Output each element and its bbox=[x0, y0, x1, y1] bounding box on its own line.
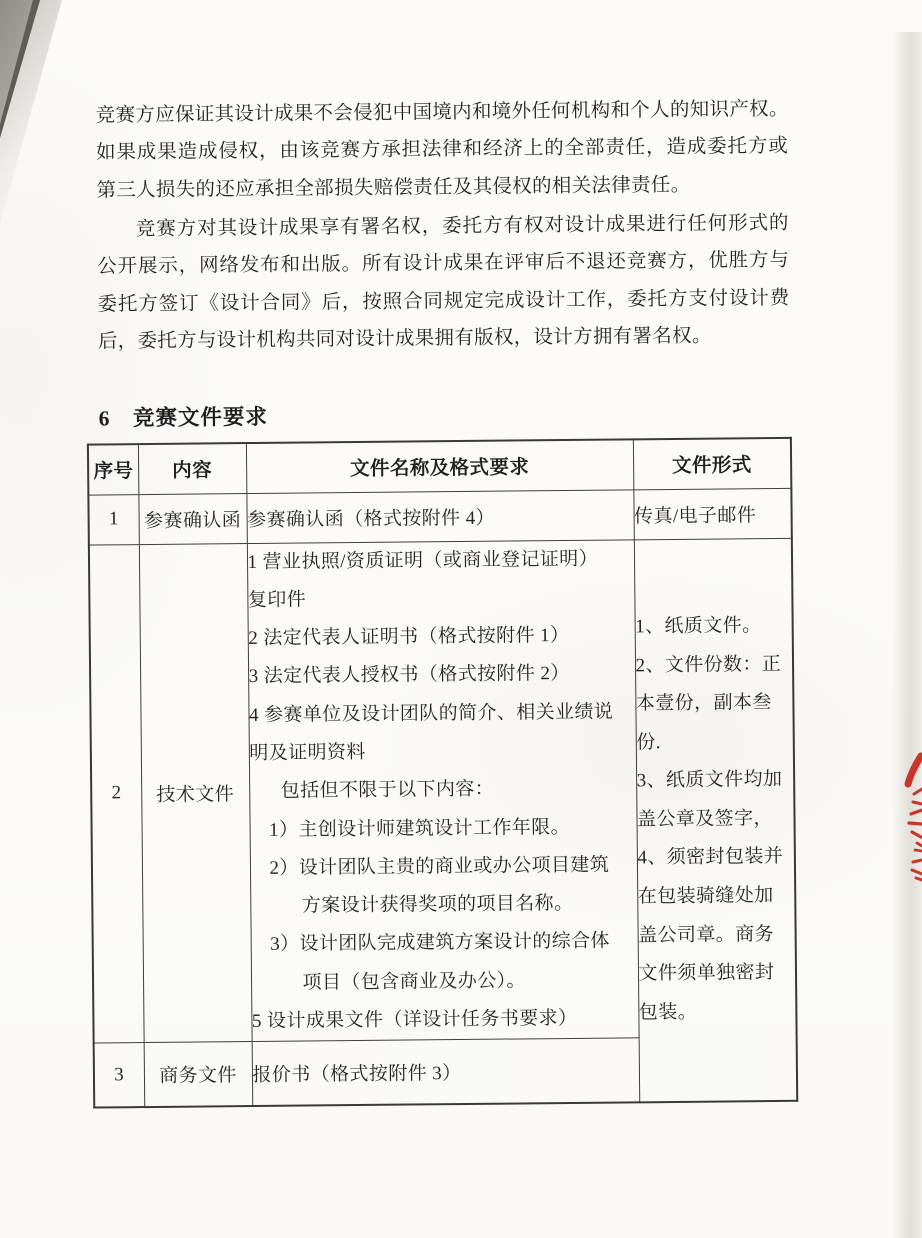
row1-file-form: 传真/电子邮件 bbox=[633, 488, 791, 540]
requirement-line: 1）主创设计师建筑设计工作年限。 bbox=[269, 816, 571, 841]
row2-category: 技术文件 bbox=[139, 543, 252, 1043]
col-header-file-name-format: 文件名称及格式要求 bbox=[246, 439, 633, 493]
form-note-line: 在包装骑缝处加 bbox=[637, 885, 774, 908]
form-note-line: 盖公章及签字， bbox=[636, 807, 773, 831]
row3-requirement: 报价书（格式按附件 3） bbox=[252, 1038, 640, 1106]
form-note-line: 盖公司章。商务 bbox=[638, 923, 775, 946]
paragraph-line: 竞赛方应保证其设计成果不会侵犯中国境内和境外任何机构和个人的知识产权。 bbox=[95, 98, 789, 127]
form-note-line: 本壹份，副本叁 bbox=[635, 692, 772, 715]
requirement-line: 4 参赛单位及设计团队的简介、相关业绩说 bbox=[248, 701, 614, 726]
requirement-line: 2）设计团队主贵的商业或办公项目建筑 bbox=[269, 854, 610, 879]
paragraph-ip-liability bbox=[96, 91, 791, 210]
col-header-file-form: 文件形式 bbox=[633, 438, 791, 490]
paragraph-line: 第三人损失的还应承担全部损失赔偿责任及其侵权的相关法律责任。 bbox=[96, 174, 691, 202]
section-heading: 6 竞赛文件要求 bbox=[98, 404, 269, 431]
requirement-line: 5 设计成果文件（详设计任务书要求） bbox=[251, 1007, 578, 1033]
row2-requirement-list bbox=[247, 539, 639, 1042]
requirement-line: 3 法定代表人授权书（格式按附件 2） bbox=[248, 663, 570, 688]
row1-requirement: 参赛确认函（格式按附件 4） bbox=[246, 489, 633, 543]
form-note-line: 包装。 bbox=[638, 1001, 698, 1024]
row3-category: 商务文件 bbox=[144, 1042, 253, 1107]
table-row bbox=[88, 488, 791, 545]
requirement-line: 2 法定代表人证明书（格式按附件 1） bbox=[248, 625, 570, 650]
paragraph-copyright bbox=[97, 205, 792, 361]
paragraph-line: 竞赛方对其设计成果享有署名权，委托方有权对设计成果进行任何形式的 bbox=[135, 212, 789, 241]
requirement-line: 方案设计获得奖项的项目名称。 bbox=[301, 893, 574, 917]
form-note-line: 2、文件份数：正 bbox=[635, 653, 782, 676]
form-note-line: 文件须单独密封 bbox=[638, 962, 775, 985]
requirements-table bbox=[87, 437, 798, 1109]
row1-serial: 1 bbox=[88, 494, 138, 544]
paragraph-line: 委托方签订《设计合同》后，按照合同规定完成设计工作，委托方支付设计费 bbox=[97, 287, 790, 316]
paragraph-line: 公开展示，网络发布和出版。所有设计成果在评审后不退还竞赛方，优胜方与 bbox=[97, 250, 790, 278]
row2-serial: 2 bbox=[89, 544, 144, 1043]
paragraph-line: 后，委托方与设计机构共同对设计成果拥有版权，设计方拥有署名权。 bbox=[97, 325, 712, 353]
form-note-line: 份. bbox=[636, 731, 661, 754]
row3-serial: 3 bbox=[94, 1043, 145, 1107]
file-form-notes-cell bbox=[634, 538, 797, 1102]
requirement-line: 明及证明资料 bbox=[249, 741, 366, 765]
row1-category: 参赛确认函 bbox=[138, 493, 246, 544]
requirement-line: 复印件 bbox=[247, 589, 307, 611]
form-note-line: 4、须密封包装并 bbox=[637, 846, 784, 869]
form-note-line: 3、纸质文件均加 bbox=[636, 769, 783, 792]
requirement-line: 3）设计团队完成建筑方案设计的综合体 bbox=[270, 931, 611, 956]
col-header-content: 内容 bbox=[138, 443, 246, 494]
col-header-serial: 序号 bbox=[88, 444, 138, 494]
table-header-row bbox=[88, 438, 791, 495]
requirement-line: 包括但不限于以下内容： bbox=[280, 778, 495, 803]
form-note-line: 1、纸质文件。 bbox=[635, 615, 762, 638]
requirement-line: 1 营业执照/资质证明（或商业登记证明） bbox=[247, 548, 599, 573]
table-row bbox=[89, 538, 797, 1044]
paragraph-line: 如果成果造成侵权，由该竞赛方承担法律和经济上的全部责任，造成委托方或 bbox=[96, 136, 789, 164]
requirement-line: 项目（包含商业及办公）。 bbox=[302, 970, 526, 994]
